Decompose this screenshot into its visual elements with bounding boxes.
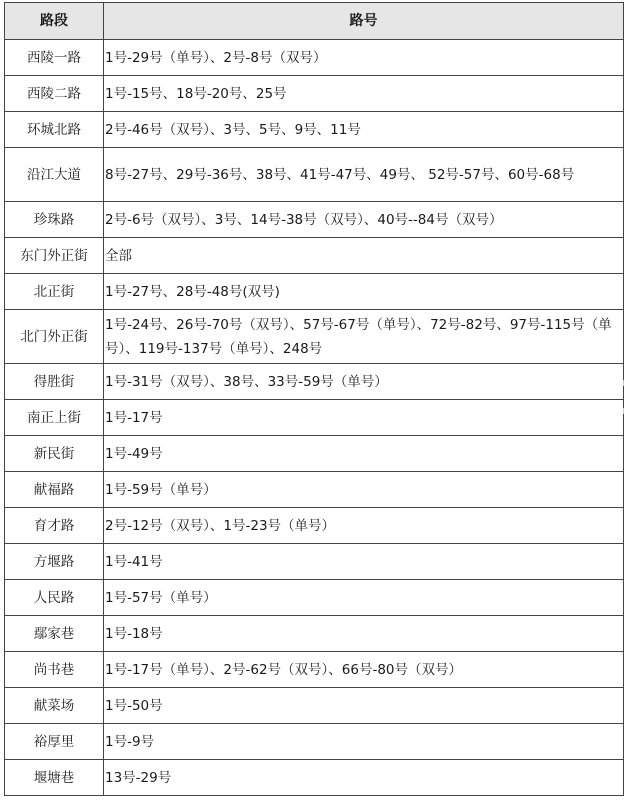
table-row (5, 652, 624, 688)
road-name: 尚书巷 (5, 652, 104, 688)
table-row (5, 580, 624, 616)
table-row (5, 760, 624, 796)
road-name: 西陵二路 (5, 76, 104, 112)
road-numbers: 1号-57号（单号） (104, 580, 624, 616)
table-row (5, 148, 624, 202)
table-row (5, 364, 624, 400)
table-row (5, 112, 624, 148)
table-row (5, 40, 624, 76)
road-numbers: 1号-15号、18号-20号、25号 (104, 76, 624, 112)
road-numbers: 1号-24号、26号-70号（双号）、57号-67号（单号）、72号-82号、97号-115号（单号）、119号-137号（单号）、248号 (104, 310, 624, 364)
road-numbers: 1号-59号（单号） (104, 472, 624, 508)
road-numbers: 1号-9号 (104, 724, 624, 760)
table-row (5, 616, 624, 652)
table-row (5, 688, 624, 724)
road-numbers: 1号-31号（双号）、38号、33号-59号（单号） (104, 364, 624, 400)
road-numbers: 1号-27号、28号-48号(双号) (104, 274, 624, 310)
table-row (5, 724, 624, 760)
road-numbers: 8号-27号、29号-36号、38号、41号-47号、49号、 52号-57号、60号-68号 (104, 148, 624, 202)
road-numbers: 1号-49号 (104, 436, 624, 472)
road-name: 育才路 (5, 508, 104, 544)
road-numbers: 1号-17号 (104, 400, 624, 436)
table-row (5, 202, 624, 238)
table-row (5, 544, 624, 580)
road-name: 北门外正街 (5, 310, 104, 364)
road-numbers: 2号-46号（双号）、3号、5号、9号、11号 (104, 112, 624, 148)
table-row (5, 436, 624, 472)
road-name: 方堰路 (5, 544, 104, 580)
header-road-number: 路号 (104, 3, 624, 40)
road-numbers: 1号-17号（单号）、2号-62号（双号）、66号-80号（双号） (104, 652, 624, 688)
road-numbers: 1号-41号 (104, 544, 624, 580)
road-numbers: 1号-50号 (104, 688, 624, 724)
road-name: 西陵一路 (5, 40, 104, 76)
road-name: 堰塘巷 (5, 760, 104, 796)
road-name: 东门外正街 (5, 238, 104, 274)
road-name: 沿江大道 (5, 148, 104, 202)
table-row (5, 274, 624, 310)
table-row (5, 472, 624, 508)
street-number-table (4, 2, 624, 796)
road-numbers: 1号-29号（单号）、2号-8号（双号） (104, 40, 624, 76)
table-row (5, 310, 624, 364)
road-name: 献福路 (5, 472, 104, 508)
table-row (5, 508, 624, 544)
road-name: 珍珠路 (5, 202, 104, 238)
road-numbers: 1号-18号 (104, 616, 624, 652)
road-numbers: 全部 (104, 238, 624, 274)
road-name: 鄢家巷 (5, 616, 104, 652)
road-name: 献菜场 (5, 688, 104, 724)
road-name: 南正上街 (5, 400, 104, 436)
road-name: 新民街 (5, 436, 104, 472)
scan-edge-mark (623, 408, 624, 414)
header-road-section: 路段 (5, 3, 104, 40)
scan-edge-mark (623, 380, 624, 386)
table-row (5, 400, 624, 436)
road-name: 裕厚里 (5, 724, 104, 760)
road-numbers: 2号-6号（双号）、3号、14号-38号（双号）、40号--84号（双号） (104, 202, 624, 238)
road-numbers: 13号-29号 (104, 760, 624, 796)
road-name: 北正街 (5, 274, 104, 310)
road-name: 人民路 (5, 580, 104, 616)
road-name: 得胜街 (5, 364, 104, 400)
table-row (5, 76, 624, 112)
table-row (5, 238, 624, 274)
road-name: 环城北路 (5, 112, 104, 148)
road-numbers: 2号-12号（双号）、1号-23号（单号） (104, 508, 624, 544)
header-row (5, 3, 624, 40)
